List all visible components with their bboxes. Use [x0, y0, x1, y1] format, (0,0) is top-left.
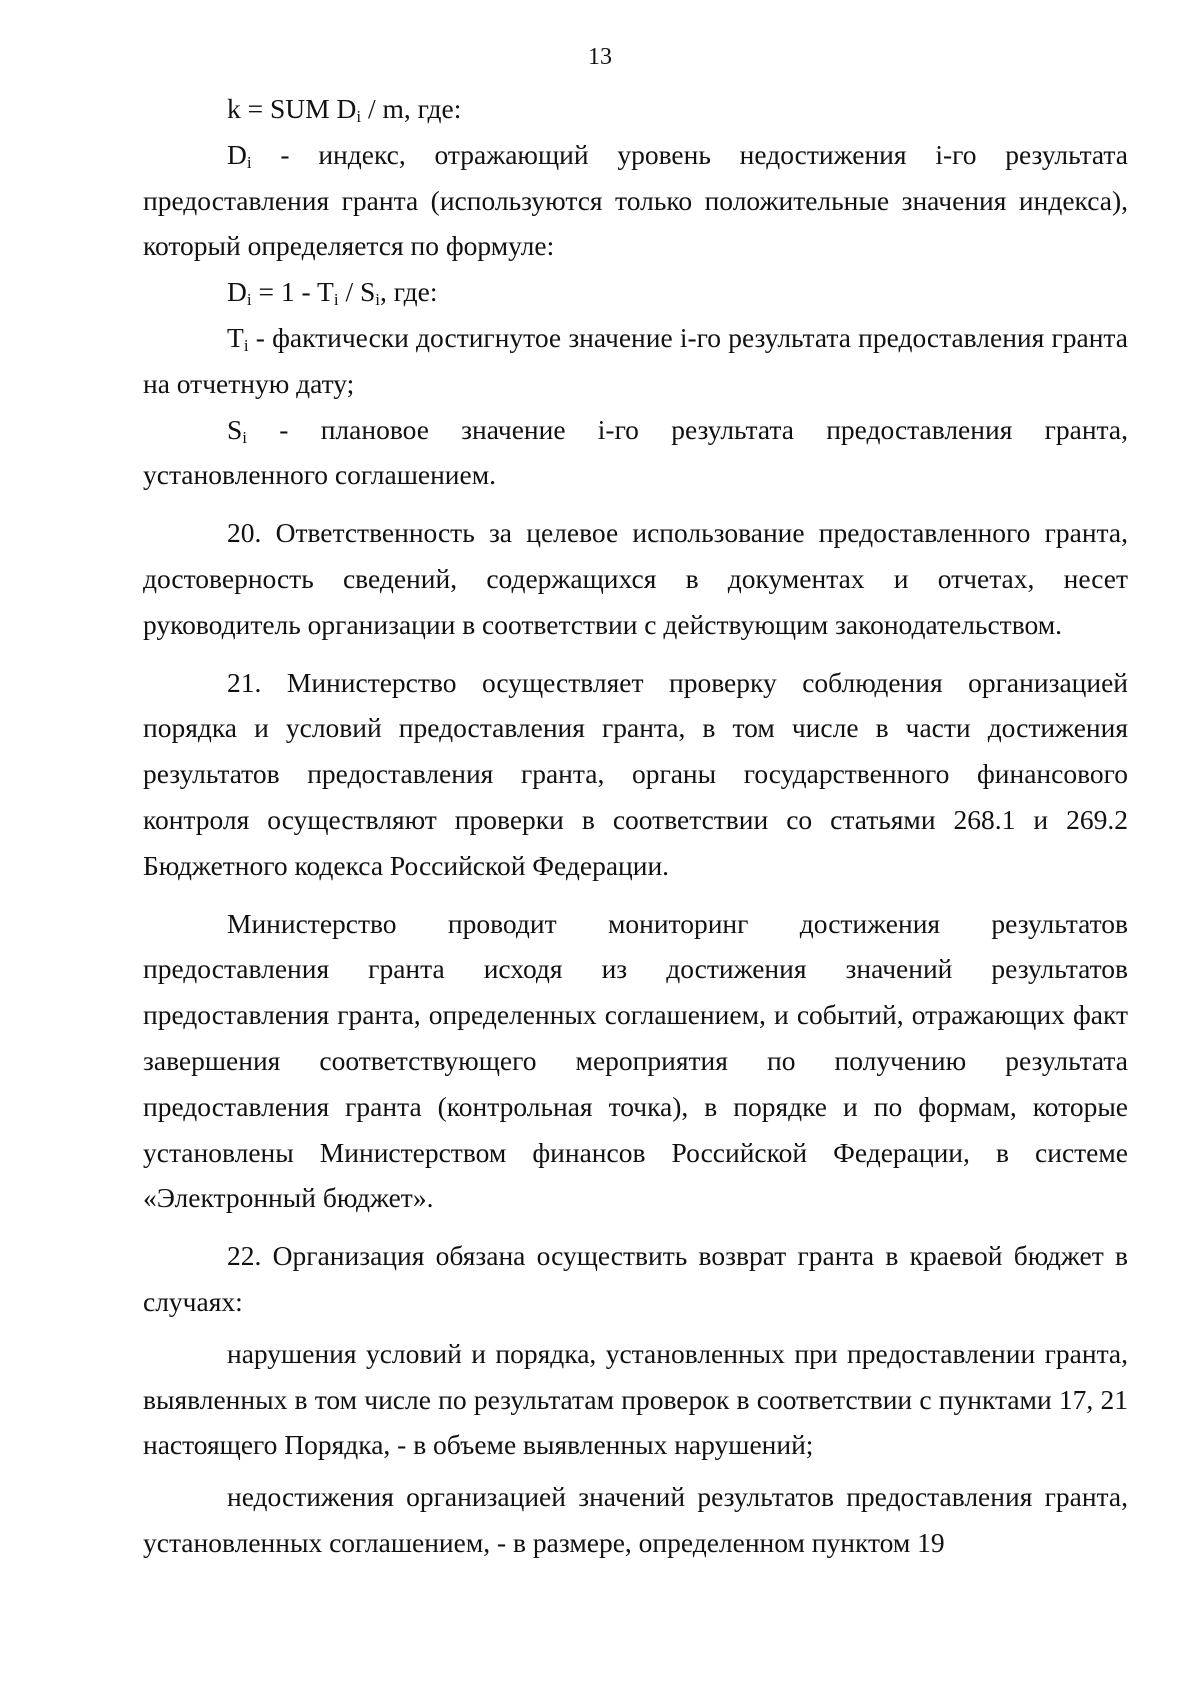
definition-ti: $T_i$ - фактически достигнутое значение i-го результата предоставления гранта на отчетную дату;: [143, 321, 1128, 399]
paragraph-22-case-nonachievement: недостижения организацией значений результатов предоставления гранта, установленных соглашением, - в размере, определенном пунктом 19: [143, 1481, 1128, 1558]
paragraph-20: 20. Ответственность за целевое использование предоставленного гранта, достоверность сведений, содержащихся в документах и отчетах, несет руководитель организации в соответствии с действующим законодательством.: [143, 517, 1128, 640]
formula-k: k = SUM $D_i$ / m, где:: [227, 93, 462, 126]
paragraph-21-monitoring: Министерство проводит мониторинг достижения результатов предоставления гранта исходя из достижения значений результатов предоставления гранта, определенных соглашением, и событий, отражающих факт завершения соответствующего мероприятия по получению результата предоставления гранта (контрольная точка), в порядке и по формам, которые установлены Министерством финансов Российской Федерации, в системе «Электронный бюджет».: [143, 907, 1128, 1214]
paragraph-22-case-violation: нарушения условий и порядка, установленных при предоставлении гранта, выявленных в том числе по результатам проверок в соответствии с пунктами 17, 21 настоящего Порядка, - в объеме выявленных нарушений;: [143, 1337, 1128, 1461]
paragraph-22: 22. Организация обязана осуществить возврат гранта в краевой бюджет в случаях:: [143, 1240, 1128, 1317]
formula-di: $D_i = 1 - T_i / S_i$, где:: [227, 276, 438, 309]
document-body: [143, 86, 1128, 1566]
paragraph-21: 21. Министерство осуществляет проверку соблюдения организацией порядка и условий предоставления гранта, в том числе в части достижения результатов предоставления гранта, органы государственного финансового контроля осуществляют проверки в соответствии со статьями 268.1 и 269.2 Бюджетного кодекса Российской Федерации.: [143, 666, 1128, 881]
definition-si: $S_i$ - плановое значение i-го результата предоставления гранта, установленного соглашением.: [143, 413, 1128, 491]
page-number: 13: [588, 44, 612, 70]
definition-di: $D_i$ - индекс, отражающий уровень недостижения i-го результата предоставления гранта (используются только положительные значения индекса), который определяется по формуле:: [143, 138, 1128, 262]
